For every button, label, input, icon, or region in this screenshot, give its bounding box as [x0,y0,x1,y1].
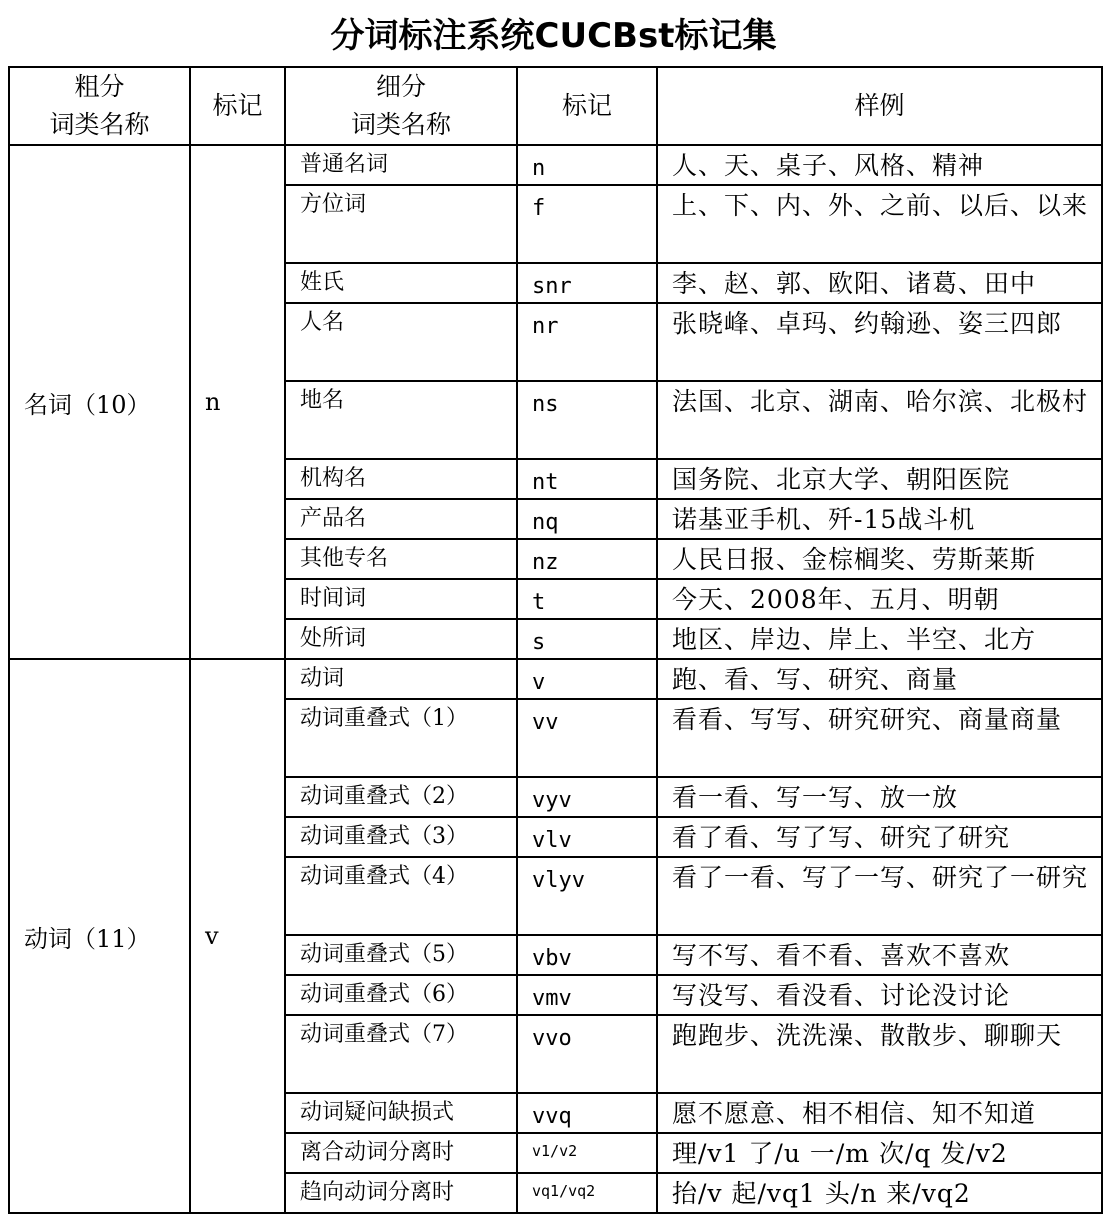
fine-category: 姓氏 [285,263,517,303]
example-cell: 跑、看、写、研究、商量 [657,659,1102,699]
example-cell: 写没写、看没看、讨论没讨论 [657,975,1102,1015]
fine-category: 动词重叠式（7） [285,1015,517,1093]
example-cell: 张晓峰、卓玛、约翰逊、姿三四郎 [657,303,1102,381]
example-cell: 法国、北京、湖南、哈尔滨、北极村 [657,381,1102,459]
fine-tag: nt [517,459,657,499]
header-row [9,67,1102,145]
coarse-category: 动词（11） [9,659,190,1213]
fine-tag: vbv [517,935,657,975]
fine-tag: vv [517,699,657,777]
tagset-table [8,66,1103,1214]
fine-category: 其他专名 [285,539,517,579]
example-cell: 抬/v 起/vq1 头/n 来/vq2 [657,1173,1102,1213]
example-cell: 人民日报、金棕榈奖、劳斯莱斯 [657,539,1102,579]
example-cell: 今天、2008年、五月、明朝 [657,579,1102,619]
example-cell: 人、天、桌子、风格、精神 [657,145,1102,185]
header-examples: 样例 [657,67,1102,145]
example-cell: 看一看、写一写、放一放 [657,777,1102,817]
example-cell: 看看、写写、研究研究、商量商量 [657,699,1102,777]
fine-category: 动词疑问缺损式 [285,1093,517,1133]
example-cell: 地区、岸边、岸上、半空、北方 [657,619,1102,659]
fine-tag: nr [517,303,657,381]
fine-category: 动词重叠式（5） [285,935,517,975]
fine-category: 方位词 [285,185,517,263]
fine-tag: n [517,145,657,185]
example-cell: 理/v1 了/u 一/m 次/q 发/v2 [657,1133,1102,1173]
example-cell: 愿不愿意、相不相信、知不知道 [657,1093,1102,1133]
fine-category: 动词 [285,659,517,699]
fine-tag: s [517,619,657,659]
coarse-tag: n [190,145,285,659]
table-row [9,659,1102,699]
coarse-category: 名词（10） [9,145,190,659]
fine-tag: vvq [517,1093,657,1133]
example-cell: 写不写、看不看、喜欢不喜欢 [657,935,1102,975]
page-title: 分词标注系统CUCBst标记集 [330,16,777,56]
fine-category: 人名 [285,303,517,381]
header-coarse-category: 粗分 词类名称 [9,67,190,145]
example-cell: 看了一看、写了一写、研究了一研究 [657,857,1102,935]
fine-tag: vq1/vq2 [517,1173,657,1213]
fine-category: 动词重叠式（6） [285,975,517,1015]
fine-tag: vvo [517,1015,657,1093]
example-cell: 诺基亚手机、歼-15战斗机 [657,499,1102,539]
coarse-tag: v [190,659,285,1213]
fine-tag: nz [517,539,657,579]
fine-category: 处所词 [285,619,517,659]
fine-category: 动词重叠式（1） [285,699,517,777]
fine-category: 趋向动词分离时 [285,1173,517,1213]
fine-category: 地名 [285,381,517,459]
fine-category: 动词重叠式（3） [285,817,517,857]
fine-category: 动词重叠式（4） [285,857,517,935]
fine-tag: vlv [517,817,657,857]
fine-tag: vmv [517,975,657,1015]
fine-category: 普通名词 [285,145,517,185]
fine-tag: vlyv [517,857,657,935]
fine-tag: nq [517,499,657,539]
fine-category: 产品名 [285,499,517,539]
fine-category: 时间词 [285,579,517,619]
header-fine-category: 细分 词类名称 [285,67,517,145]
header-tag: 标记 [190,67,285,145]
fine-tag: ns [517,381,657,459]
fine-category: 机构名 [285,459,517,499]
fine-category: 动词重叠式（2） [285,777,517,817]
example-cell: 国务院、北京大学、朝阳医院 [657,459,1102,499]
example-cell: 看了看、写了写、研究了研究 [657,817,1102,857]
header-fine-tag: 标记 [517,67,657,145]
table-row [9,145,1102,185]
fine-tag: t [517,579,657,619]
fine-tag: v [517,659,657,699]
fine-tag: vyv [517,777,657,817]
fine-tag: f [517,185,657,263]
example-cell: 李、赵、郭、欧阳、诸葛、田中 [657,263,1102,303]
fine-tag: snr [517,263,657,303]
fine-tag: v1/v2 [517,1133,657,1173]
fine-category: 离合动词分离时 [285,1133,517,1173]
example-cell: 跑跑步、洗洗澡、散散步、聊聊天 [657,1015,1102,1093]
example-cell: 上、下、内、外、之前、以后、以来 [657,185,1102,263]
